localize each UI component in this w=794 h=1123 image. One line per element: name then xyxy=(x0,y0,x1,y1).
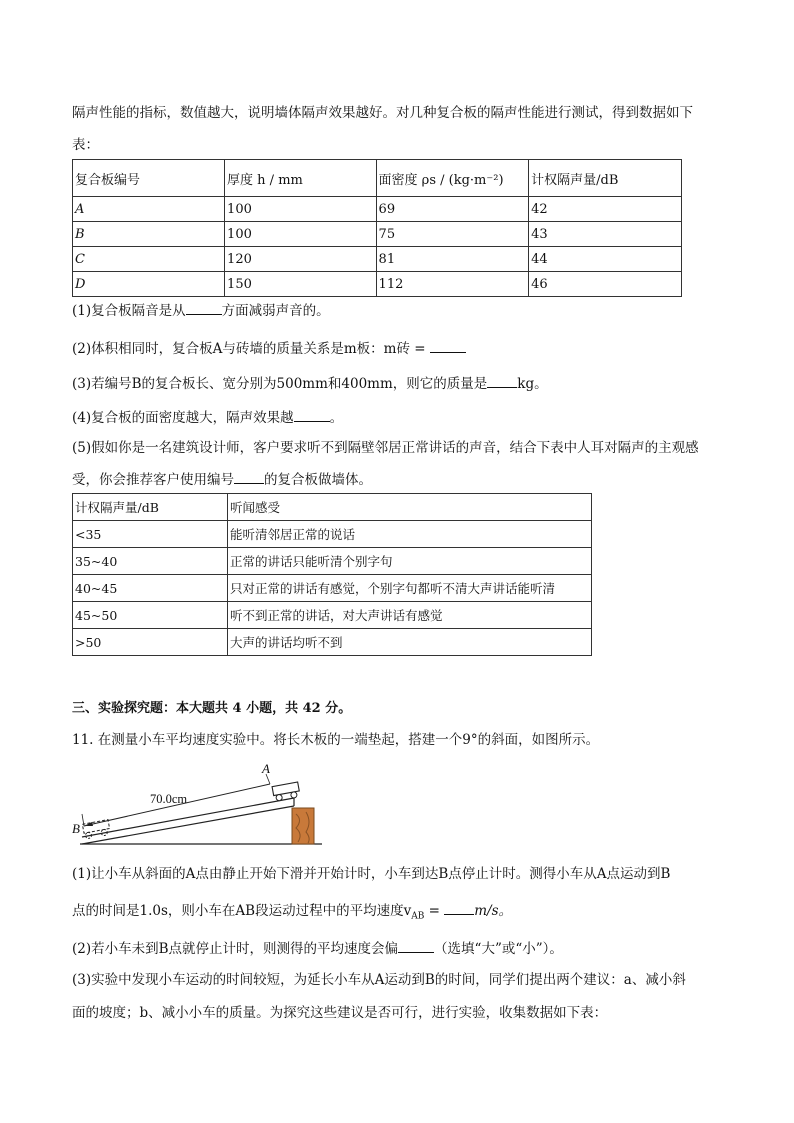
answer-blank xyxy=(234,469,264,484)
question-text: 。 xyxy=(329,410,344,426)
question-text: (4)复合板的面密度越大，隔声效果越 xyxy=(72,410,294,426)
table-cell: 81 xyxy=(376,247,529,272)
header-cell: 复合板编号 xyxy=(73,160,225,197)
table-row xyxy=(73,629,592,656)
table-cell: 大声的讲话均听不到 xyxy=(228,629,592,656)
question-text: （选填“大”或“小”）。 xyxy=(434,941,563,957)
table-cell: 120 xyxy=(225,247,377,272)
q11-part-2 xyxy=(72,938,732,959)
question-text: (2)若小车未到B点就停止计时，则测得的平均速度会偏 xyxy=(72,941,399,957)
intro-line-2: 表： xyxy=(72,137,99,153)
table-cell: B xyxy=(73,222,225,247)
table-cell: <35 xyxy=(73,521,228,548)
distance-label: 70.0cm xyxy=(150,792,188,806)
hearing-perception-table xyxy=(72,493,592,656)
intro-line-1: 隔声性能的指标，数值越大，说明墙体隔声效果越好。对几种复合板的隔声性能进行测试，得到数据如下 xyxy=(72,105,693,121)
answer-blank xyxy=(487,373,517,388)
question-text: 受，你会推荐客户使用编号 xyxy=(72,472,234,488)
question-text: = xyxy=(424,903,445,919)
table-cell: 42 xyxy=(529,197,682,222)
label-b: B xyxy=(72,821,80,836)
table-row xyxy=(73,247,682,272)
cart-at-a xyxy=(272,782,300,801)
section-title: 三、实验探究题：本大题共 4 小题，共 42 分。 xyxy=(72,701,352,716)
table-cell: 46 xyxy=(529,272,682,297)
answer-blank xyxy=(294,407,330,422)
answer-blank xyxy=(186,300,222,315)
header-cell: 计权隔声量/dB xyxy=(73,494,228,521)
question-1 xyxy=(72,300,732,321)
question-5-line-2 xyxy=(72,469,732,490)
q11-part-3-line-1: (3)实验中发现小车运动的时间较短，为延长小车从A运动到B的时间，同学们提出两个建议：a、减小斜 xyxy=(72,972,686,988)
table-cell: 听不到正常的讲话，对大声讲话有感觉 xyxy=(228,602,592,629)
label-a: A xyxy=(262,761,270,776)
table-cell: 43 xyxy=(529,222,682,247)
q11-part-3-line-2: 面的坡度；b、减小小车的质量。为探究这些建议是否可行，进行实验，收集数据如下表： xyxy=(72,1005,608,1021)
table-row xyxy=(73,575,592,602)
question-2 xyxy=(72,338,732,359)
question-text: kg。 xyxy=(517,376,548,392)
table-cell: 112 xyxy=(376,272,529,297)
table-row xyxy=(73,521,592,548)
question-text: 方面减弱声音的。 xyxy=(221,303,330,319)
header-cell: 面密度 ρs / (kg·m⁻²) xyxy=(376,160,529,197)
table-header-row xyxy=(73,160,682,197)
table-cell: A xyxy=(73,197,225,222)
table-cell: >50 xyxy=(73,629,228,656)
incline-bottom-edge xyxy=(82,806,294,844)
q11-part-1-line-2 xyxy=(72,900,732,927)
table-cell: 能听清邻居正常的说话 xyxy=(228,521,592,548)
table-row xyxy=(73,602,592,629)
table-cell: C xyxy=(73,247,225,272)
question-text: 的复合板做墙体。 xyxy=(264,472,372,488)
incline-figure xyxy=(66,756,330,848)
composite-board-table xyxy=(72,159,682,297)
table-cell: 100 xyxy=(225,222,377,247)
answer-blank xyxy=(444,900,474,915)
header-cell: 计权隔声量/dB xyxy=(529,160,682,197)
table-cell: 45~50 xyxy=(73,602,228,629)
question-5-line-1: (5)假如你是一名建筑设计师，客户要求听不到隔壁邻居正常讲话的声音，结合下表中人耳对隔声的主观感 xyxy=(72,440,699,456)
q11-part-1-line-1: (1)让小车从斜面的A点由静止开始下滑并开始计时，小车到达B点停止计时。测得小车从A点运动到B xyxy=(72,866,671,882)
header-cell: 听闻感受 xyxy=(228,494,592,521)
question-3 xyxy=(72,373,732,394)
answer-blank xyxy=(430,338,466,353)
table-cell: 正常的讲话只能听清个别字句 xyxy=(228,548,592,575)
question-text: (3)若编号B的复合板长、宽分别为500mm和400mm，则它的质量是 xyxy=(72,376,488,392)
table-cell: 69 xyxy=(376,197,529,222)
table-cell: 75 xyxy=(376,222,529,247)
incline-top-edge xyxy=(82,798,294,837)
question-text: 点的时间是1.0s，则小车在AB段运动过程中的平均速度v xyxy=(72,903,412,919)
question-text: (2)体积相同时，复合板A与砖墙的质量关系是m板：m砖 = xyxy=(72,341,426,357)
table-cell: 40~45 xyxy=(73,575,228,602)
table-cell: 150 xyxy=(225,272,377,297)
question-text: (1)复合板隔音是从 xyxy=(72,303,186,319)
header-cell: 厚度 h / mm xyxy=(225,160,377,197)
table-row xyxy=(73,272,682,297)
table-row xyxy=(73,548,592,575)
answer-blank xyxy=(398,938,434,953)
table-header-row xyxy=(73,494,592,521)
table-row xyxy=(73,197,682,222)
table-cell: 35~40 xyxy=(73,548,228,575)
table-cell: 100 xyxy=(225,197,377,222)
table-cell: 只对正常的讲话有感觉，个别字句都听不清大声讲话能听清 xyxy=(228,575,592,602)
table-cell: D xyxy=(73,272,225,297)
question-4 xyxy=(72,407,732,428)
question-text: m/s。 xyxy=(474,903,513,919)
table-cell: 44 xyxy=(529,247,682,272)
table-row xyxy=(73,222,682,247)
wood-block xyxy=(292,808,314,844)
question-11-stem: 11. 在测量小车平均速度实验中。将长木板的一端垫起，搭建一个9°的斜面，如图所示。 xyxy=(72,732,600,748)
subscript: AB xyxy=(411,911,425,922)
